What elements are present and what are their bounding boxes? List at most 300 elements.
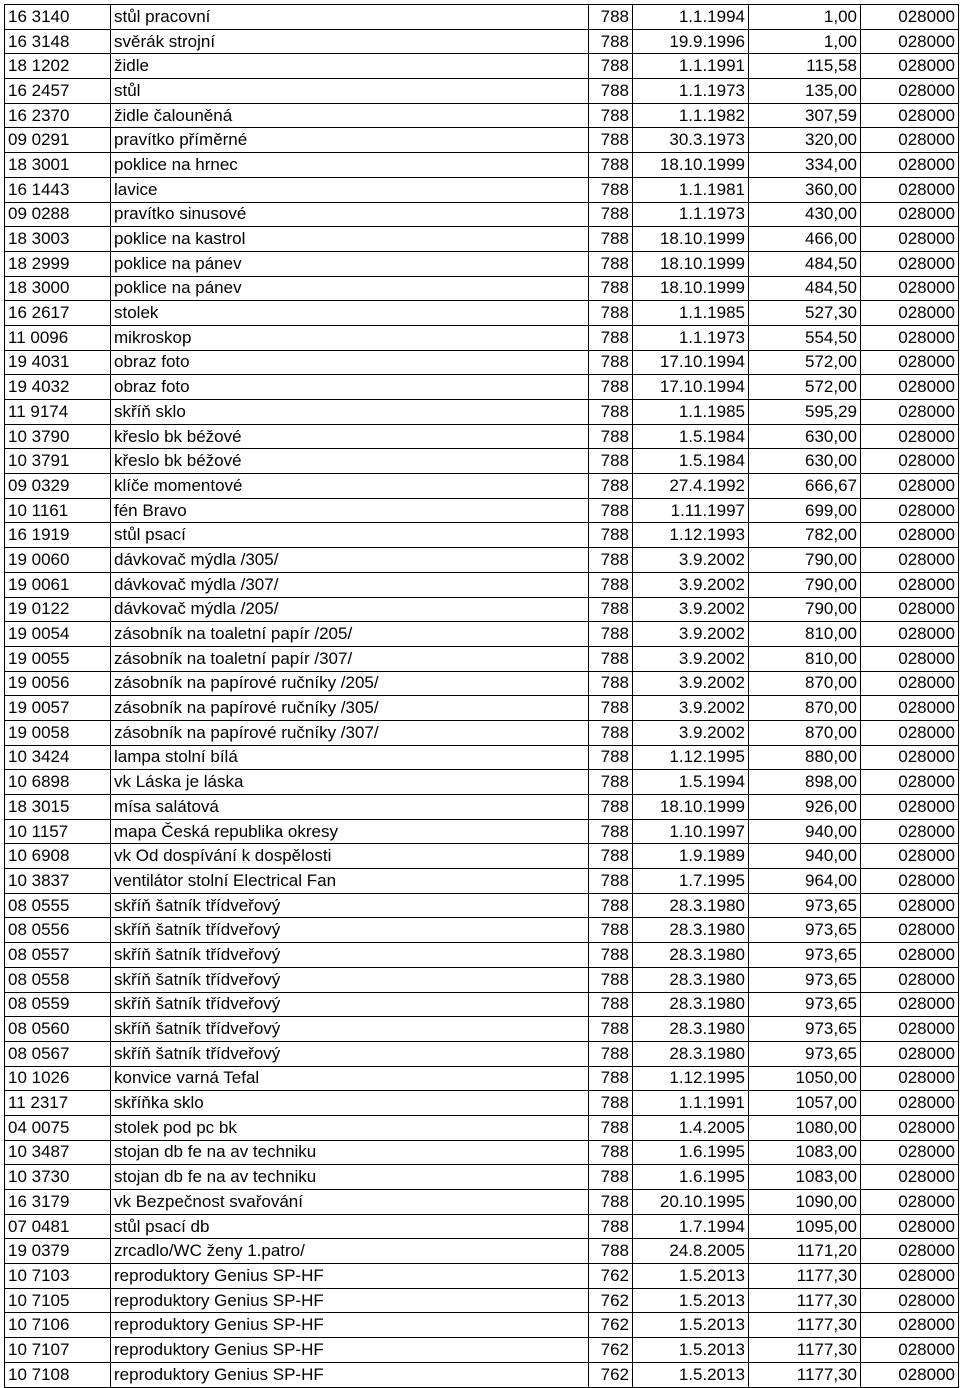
date-cell: 17.10.1994 [633, 350, 749, 375]
code-cell: 788 [589, 967, 633, 992]
date-cell: 1.12.1993 [633, 523, 749, 548]
table-row [5, 1091, 959, 1116]
inventory-number-cell: 19 0061 [5, 572, 111, 597]
item-name-cell: reproduktory Genius SP-HF [111, 1264, 589, 1289]
inventory-number-cell: 16 1443 [5, 177, 111, 202]
table-row [5, 29, 959, 54]
item-name-cell: vk Od dospívání k dospělosti [111, 844, 589, 869]
price-cell: 307,59 [749, 103, 861, 128]
item-name-cell: dávkovač mýdla /307/ [111, 572, 589, 597]
table-row [5, 474, 959, 499]
item-name-cell: skříň šatník třídveřový [111, 1017, 589, 1042]
code-cell: 788 [589, 128, 633, 153]
code-cell: 788 [589, 819, 633, 844]
account-cell: 028000 [861, 819, 959, 844]
price-cell: 973,65 [749, 918, 861, 943]
table-row [5, 572, 959, 597]
item-name-cell: stůl pracovní [111, 5, 589, 30]
table-row [5, 696, 959, 721]
code-cell: 788 [589, 350, 633, 375]
inventory-number-cell: 11 9174 [5, 400, 111, 425]
table-row [5, 103, 959, 128]
inventory-number-cell: 10 7105 [5, 1288, 111, 1313]
date-cell: 1.5.1994 [633, 770, 749, 795]
item-name-cell: stolek [111, 301, 589, 326]
table-row [5, 1264, 959, 1289]
account-cell: 028000 [861, 350, 959, 375]
inventory-number-cell: 10 7103 [5, 1264, 111, 1289]
code-cell: 788 [589, 103, 633, 128]
date-cell: 28.3.1980 [633, 943, 749, 968]
date-cell: 18.10.1999 [633, 227, 749, 252]
inventory-number-cell: 10 3790 [5, 424, 111, 449]
account-cell: 028000 [861, 1288, 959, 1313]
account-cell: 028000 [861, 1264, 959, 1289]
inventory-number-cell: 16 3179 [5, 1190, 111, 1215]
table-row [5, 720, 959, 745]
code-cell: 788 [589, 202, 633, 227]
account-cell: 028000 [861, 103, 959, 128]
account-cell: 028000 [861, 622, 959, 647]
date-cell: 1.5.1984 [633, 424, 749, 449]
account-cell: 028000 [861, 795, 959, 820]
code-cell: 788 [589, 572, 633, 597]
inventory-number-cell: 08 0560 [5, 1017, 111, 1042]
account-cell: 028000 [861, 696, 959, 721]
date-cell: 28.3.1980 [633, 992, 749, 1017]
price-cell: 964,00 [749, 869, 861, 894]
date-cell: 1.5.2013 [633, 1338, 749, 1363]
inventory-number-cell: 19 0122 [5, 597, 111, 622]
item-name-cell: vk Bezpečnost svařování [111, 1190, 589, 1215]
account-cell: 028000 [861, 1091, 959, 1116]
date-cell: 1.1.1994 [633, 5, 749, 30]
code-cell: 788 [589, 474, 633, 499]
table-row [5, 1338, 959, 1363]
date-cell: 1.6.1995 [633, 1140, 749, 1165]
code-cell: 788 [589, 893, 633, 918]
date-cell: 18.10.1999 [633, 276, 749, 301]
price-cell: 1090,00 [749, 1190, 861, 1215]
inventory-number-cell: 10 3791 [5, 449, 111, 474]
code-cell: 788 [589, 29, 633, 54]
code-cell: 788 [589, 622, 633, 647]
code-cell: 788 [589, 424, 633, 449]
price-cell: 1,00 [749, 29, 861, 54]
item-name-cell: reproduktory Genius SP-HF [111, 1362, 589, 1387]
item-name-cell: pravítko příměrné [111, 128, 589, 153]
code-cell: 788 [589, 227, 633, 252]
table-row [5, 54, 959, 79]
table-body [5, 5, 959, 1388]
code-cell: 788 [589, 1140, 633, 1165]
item-name-cell: židle [111, 54, 589, 79]
inventory-number-cell: 16 3140 [5, 5, 111, 30]
date-cell: 1.1.1982 [633, 103, 749, 128]
account-cell: 028000 [861, 548, 959, 573]
price-cell: 115,58 [749, 54, 861, 79]
code-cell: 788 [589, 1041, 633, 1066]
price-cell: 790,00 [749, 572, 861, 597]
date-cell: 1.1.1985 [633, 301, 749, 326]
inventory-number-cell: 19 0058 [5, 720, 111, 745]
price-cell: 334,00 [749, 153, 861, 178]
table-row [5, 671, 959, 696]
date-cell: 18.10.1999 [633, 153, 749, 178]
item-name-cell: fén Bravo [111, 498, 589, 523]
table-row [5, 646, 959, 671]
item-name-cell: vk Láska je láska [111, 770, 589, 795]
account-cell: 028000 [861, 1239, 959, 1264]
item-name-cell: lavice [111, 177, 589, 202]
inventory-number-cell: 19 4032 [5, 375, 111, 400]
price-cell: 572,00 [749, 375, 861, 400]
date-cell: 1.12.1995 [633, 1066, 749, 1091]
price-cell: 135,00 [749, 79, 861, 104]
item-name-cell: zásobník na papírové ručníky /305/ [111, 696, 589, 721]
item-name-cell: skříň šatník třídveřový [111, 992, 589, 1017]
code-cell: 788 [589, 745, 633, 770]
code-cell: 788 [589, 54, 633, 79]
code-cell: 788 [589, 153, 633, 178]
table-row [5, 770, 959, 795]
account-cell: 028000 [861, 375, 959, 400]
date-cell: 1.9.1989 [633, 844, 749, 869]
date-cell: 3.9.2002 [633, 646, 749, 671]
inventory-number-cell: 19 0057 [5, 696, 111, 721]
price-cell: 1083,00 [749, 1140, 861, 1165]
price-cell: 1177,30 [749, 1362, 861, 1387]
inventory-number-cell: 10 1161 [5, 498, 111, 523]
account-cell: 028000 [861, 720, 959, 745]
inventory-number-cell: 18 1202 [5, 54, 111, 79]
date-cell: 1.6.1995 [633, 1165, 749, 1190]
inventory-number-cell: 16 2457 [5, 79, 111, 104]
code-cell: 788 [589, 696, 633, 721]
code-cell: 788 [589, 325, 633, 350]
inventory-number-cell: 16 2370 [5, 103, 111, 128]
date-cell: 1.11.1997 [633, 498, 749, 523]
date-cell: 1.1.1981 [633, 177, 749, 202]
inventory-number-cell: 10 6908 [5, 844, 111, 869]
table-row [5, 128, 959, 153]
price-cell: 782,00 [749, 523, 861, 548]
account-cell: 028000 [861, 523, 959, 548]
price-cell: 1,00 [749, 5, 861, 30]
date-cell: 3.9.2002 [633, 671, 749, 696]
inventory-number-cell: 08 0558 [5, 967, 111, 992]
price-cell: 484,50 [749, 276, 861, 301]
date-cell: 1.5.2013 [633, 1264, 749, 1289]
price-cell: 940,00 [749, 844, 861, 869]
item-name-cell: skříň šatník třídveřový [111, 943, 589, 968]
account-cell: 028000 [861, 992, 959, 1017]
item-name-cell: dávkovač mýdla /305/ [111, 548, 589, 573]
price-cell: 699,00 [749, 498, 861, 523]
table-row [5, 1066, 959, 1091]
item-name-cell: klíče momentové [111, 474, 589, 499]
item-name-cell: pravítko sinusové [111, 202, 589, 227]
code-cell: 762 [589, 1362, 633, 1387]
item-name-cell: zásobník na toaletní papír /205/ [111, 622, 589, 647]
account-cell: 028000 [861, 276, 959, 301]
price-cell: 466,00 [749, 227, 861, 252]
account-cell: 028000 [861, 646, 959, 671]
price-cell: 810,00 [749, 622, 861, 647]
item-name-cell: stolek pod pc bk [111, 1115, 589, 1140]
table-row [5, 227, 959, 252]
inventory-number-cell: 10 3424 [5, 745, 111, 770]
date-cell: 20.10.1995 [633, 1190, 749, 1215]
date-cell: 24.8.2005 [633, 1239, 749, 1264]
table-row [5, 1041, 959, 1066]
inventory-number-cell: 19 0055 [5, 646, 111, 671]
price-cell: 1095,00 [749, 1214, 861, 1239]
code-cell: 788 [589, 1214, 633, 1239]
account-cell: 028000 [861, 1190, 959, 1215]
item-name-cell: ventilátor stolní Electrical Fan [111, 869, 589, 894]
price-cell: 870,00 [749, 696, 861, 721]
inventory-number-cell: 04 0075 [5, 1115, 111, 1140]
price-cell: 1177,30 [749, 1288, 861, 1313]
code-cell: 788 [589, 720, 633, 745]
item-name-cell: stůl psací [111, 523, 589, 548]
price-cell: 870,00 [749, 671, 861, 696]
account-cell: 028000 [861, 474, 959, 499]
inventory-number-cell: 10 7106 [5, 1313, 111, 1338]
inventory-number-cell: 18 2999 [5, 251, 111, 276]
price-cell: 973,65 [749, 893, 861, 918]
price-cell: 320,00 [749, 128, 861, 153]
account-cell: 028000 [861, 1338, 959, 1363]
account-cell: 028000 [861, 1362, 959, 1387]
account-cell: 028000 [861, 572, 959, 597]
inventory-number-cell: 10 3487 [5, 1140, 111, 1165]
inventory-number-cell: 08 0555 [5, 893, 111, 918]
table-row [5, 992, 959, 1017]
account-cell: 028000 [861, 918, 959, 943]
inventory-number-cell: 08 0557 [5, 943, 111, 968]
item-name-cell: stůl [111, 79, 589, 104]
inventory-number-cell: 18 3015 [5, 795, 111, 820]
date-cell: 28.3.1980 [633, 1041, 749, 1066]
date-cell: 30.3.1973 [633, 128, 749, 153]
item-name-cell: křeslo bk béžové [111, 424, 589, 449]
account-cell: 028000 [861, 227, 959, 252]
item-name-cell: poklice na pánev [111, 276, 589, 301]
inventory-number-cell: 07 0481 [5, 1214, 111, 1239]
account-cell: 028000 [861, 202, 959, 227]
code-cell: 788 [589, 498, 633, 523]
price-cell: 666,67 [749, 474, 861, 499]
price-cell: 790,00 [749, 548, 861, 573]
item-name-cell: dávkovač mýdla /205/ [111, 597, 589, 622]
table-row [5, 424, 959, 449]
inventory-number-cell: 09 0291 [5, 128, 111, 153]
table-row [5, 202, 959, 227]
table-row [5, 375, 959, 400]
code-cell: 788 [589, 79, 633, 104]
date-cell: 28.3.1980 [633, 1017, 749, 1042]
inventory-number-cell: 19 0054 [5, 622, 111, 647]
inventory-number-cell: 19 0060 [5, 548, 111, 573]
inventory-number-cell: 08 0556 [5, 918, 111, 943]
date-cell: 18.10.1999 [633, 251, 749, 276]
table-row [5, 1017, 959, 1042]
code-cell: 788 [589, 1165, 633, 1190]
account-cell: 028000 [861, 400, 959, 425]
account-cell: 028000 [861, 325, 959, 350]
inventory-number-cell: 18 3000 [5, 276, 111, 301]
item-name-cell: skříň šatník třídveřový [111, 967, 589, 992]
table-row [5, 819, 959, 844]
account-cell: 028000 [861, 770, 959, 795]
code-cell: 788 [589, 177, 633, 202]
code-cell: 788 [589, 1017, 633, 1042]
price-cell: 973,65 [749, 943, 861, 968]
price-cell: 1177,30 [749, 1338, 861, 1363]
table-row [5, 1362, 959, 1387]
date-cell: 1.5.2013 [633, 1362, 749, 1387]
inventory-number-cell: 10 3837 [5, 869, 111, 894]
date-cell: 1.5.1984 [633, 449, 749, 474]
table-row [5, 177, 959, 202]
item-name-cell: svěrák strojní [111, 29, 589, 54]
date-cell: 1.1.1973 [633, 79, 749, 104]
item-name-cell: obraz foto [111, 375, 589, 400]
date-cell: 27.4.1992 [633, 474, 749, 499]
price-cell: 1083,00 [749, 1165, 861, 1190]
code-cell: 788 [589, 400, 633, 425]
item-name-cell: konvice varná Tefal [111, 1066, 589, 1091]
price-cell: 870,00 [749, 720, 861, 745]
table-row [5, 1313, 959, 1338]
account-cell: 028000 [861, 301, 959, 326]
inventory-number-cell: 11 2317 [5, 1091, 111, 1116]
item-name-cell: skříň šatník třídveřový [111, 918, 589, 943]
account-cell: 028000 [861, 597, 959, 622]
item-name-cell: mapa Česká republika okresy [111, 819, 589, 844]
account-cell: 028000 [861, 1041, 959, 1066]
price-cell: 554,50 [749, 325, 861, 350]
date-cell: 1.1.1991 [633, 54, 749, 79]
date-cell: 1.12.1995 [633, 745, 749, 770]
account-cell: 028000 [861, 498, 959, 523]
code-cell: 788 [589, 1115, 633, 1140]
date-cell: 3.9.2002 [633, 696, 749, 721]
item-name-cell: křeslo bk béžové [111, 449, 589, 474]
item-name-cell: obraz foto [111, 350, 589, 375]
code-cell: 788 [589, 918, 633, 943]
inventory-number-cell: 11 0096 [5, 325, 111, 350]
code-cell: 788 [589, 449, 633, 474]
inventory-number-cell: 19 4031 [5, 350, 111, 375]
table-row [5, 548, 959, 573]
price-cell: 973,65 [749, 992, 861, 1017]
date-cell: 3.9.2002 [633, 720, 749, 745]
inventory-number-cell: 16 2617 [5, 301, 111, 326]
price-cell: 1057,00 [749, 1091, 861, 1116]
inventory-number-cell: 10 1026 [5, 1066, 111, 1091]
item-name-cell: stojan db fe na av techniku [111, 1140, 589, 1165]
inventory-number-cell: 16 3148 [5, 29, 111, 54]
table-row [5, 350, 959, 375]
date-cell: 3.9.2002 [633, 572, 749, 597]
code-cell: 788 [589, 1239, 633, 1264]
account-cell: 028000 [861, 1017, 959, 1042]
account-cell: 028000 [861, 79, 959, 104]
account-cell: 028000 [861, 745, 959, 770]
item-name-cell: poklice na hrnec [111, 153, 589, 178]
account-cell: 028000 [861, 153, 959, 178]
item-name-cell: poklice na pánev [111, 251, 589, 276]
price-cell: 898,00 [749, 770, 861, 795]
account-cell: 028000 [861, 128, 959, 153]
price-cell: 790,00 [749, 597, 861, 622]
price-cell: 430,00 [749, 202, 861, 227]
table-row [5, 5, 959, 30]
date-cell: 18.10.1999 [633, 795, 749, 820]
account-cell: 028000 [861, 177, 959, 202]
table-row [5, 325, 959, 350]
account-cell: 028000 [861, 5, 959, 30]
price-cell: 630,00 [749, 449, 861, 474]
price-cell: 940,00 [749, 819, 861, 844]
code-cell: 788 [589, 276, 633, 301]
price-cell: 973,65 [749, 967, 861, 992]
item-name-cell: skříň šatník třídveřový [111, 893, 589, 918]
account-cell: 028000 [861, 869, 959, 894]
code-cell: 788 [589, 671, 633, 696]
table-row [5, 449, 959, 474]
account-cell: 028000 [861, 943, 959, 968]
table-row [5, 498, 959, 523]
table-row [5, 301, 959, 326]
table-row [5, 1288, 959, 1313]
inventory-number-cell: 09 0329 [5, 474, 111, 499]
price-cell: 880,00 [749, 745, 861, 770]
account-cell: 028000 [861, 1115, 959, 1140]
table-row [5, 79, 959, 104]
code-cell: 762 [589, 1313, 633, 1338]
code-cell: 788 [589, 1066, 633, 1091]
price-cell: 572,00 [749, 350, 861, 375]
date-cell: 1.1.1991 [633, 1091, 749, 1116]
code-cell: 788 [589, 1190, 633, 1215]
table-row [5, 276, 959, 301]
code-cell: 788 [589, 597, 633, 622]
item-name-cell: zásobník na toaletní papír /307/ [111, 646, 589, 671]
inventory-number-cell: 19 0379 [5, 1239, 111, 1264]
price-cell: 360,00 [749, 177, 861, 202]
table-row [5, 251, 959, 276]
account-cell: 028000 [861, 844, 959, 869]
date-cell: 28.3.1980 [633, 918, 749, 943]
price-cell: 1050,00 [749, 1066, 861, 1091]
code-cell: 788 [589, 770, 633, 795]
item-name-cell: lampa stolní bílá [111, 745, 589, 770]
table-row [5, 918, 959, 943]
date-cell: 3.9.2002 [633, 622, 749, 647]
account-cell: 028000 [861, 1165, 959, 1190]
account-cell: 028000 [861, 893, 959, 918]
item-name-cell: stůl psací db [111, 1214, 589, 1239]
date-cell: 1.5.2013 [633, 1313, 749, 1338]
table-row [5, 795, 959, 820]
item-name-cell: mikroskop [111, 325, 589, 350]
table-row [5, 400, 959, 425]
date-cell: 1.1.1973 [633, 325, 749, 350]
